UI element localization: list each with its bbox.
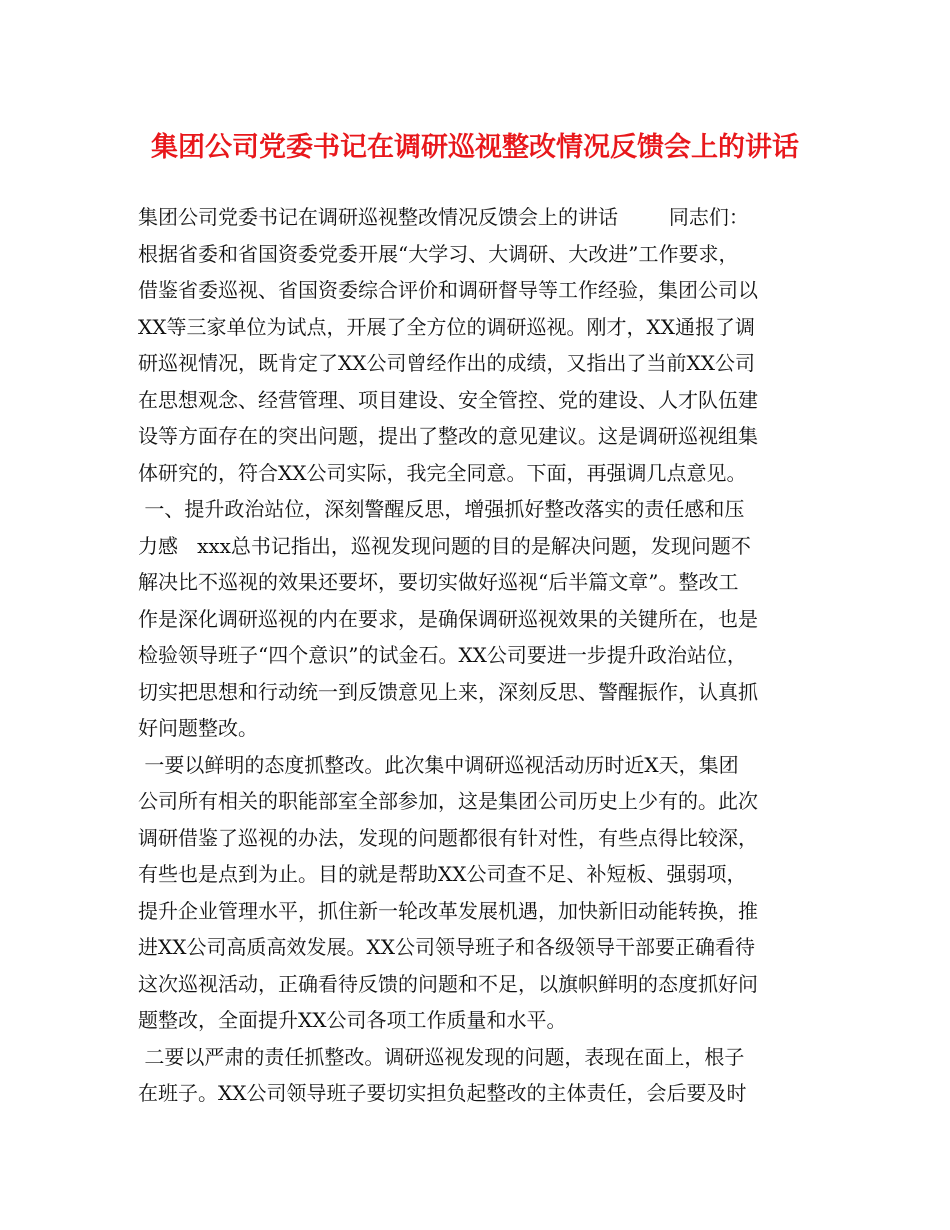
section-heading-line: 一、提升政治站位，深刻警醒反思，增强抓好整改落实的责任感和压 <box>138 497 745 521</box>
body-line: 解决比不巡视的效果还要坏，要切实做好巡视“后半篇文章”。整改工 <box>138 570 739 594</box>
body-line: 进XX公司高质高效发展。XX公司领导班子和各级领导干部要正确看待 <box>138 935 755 959</box>
body-line: 研巡视情况，既肯定了XX公司曾经作出的成绩，又指出了当前XX公司 <box>138 351 755 375</box>
body-line: 这次巡视活动，正确看待反馈的问题和不足，以旗帜鲜明的态度抓好问 <box>138 971 758 996</box>
body-line: 设等方面存在的突出问题，提出了整改的意见建议。这是调研巡视组集 <box>138 424 758 448</box>
body-line: 调研借鉴了巡视的办法，发现的问题都很有针对性，有些点得比较深， <box>138 825 758 850</box>
body-line: 有些也是点到为止。目的就是帮助XX公司查不足、补短板、强弱项， <box>138 862 747 886</box>
body-line: 根据省委和省国资委党委开展“大学习、大调研、大改进”工作要求， <box>138 241 739 266</box>
document-title: 集团公司党委书记在调研巡视整改情况反馈会上的讲话 <box>151 132 799 163</box>
body-line: 公司所有相关的职能部室全部参加，这是集团公司历史上少有的。此次 <box>138 789 758 813</box>
body-line: 提升企业管理水平，抓住新一轮改革发展机遇，加快新旧动能转换，推 <box>138 898 758 923</box>
body-line: 二要以严肃的责任抓整改。调研巡视发现的问题，表现在面上，根子 <box>138 1044 745 1069</box>
body-line: 作是深化调研巡视的内在要求，是确保调研巡视效果的关键所在，也是 <box>138 606 758 631</box>
body-line: 题整改，全面提升XX公司各项工作质量和水平。 <box>138 1008 567 1032</box>
body-line: 检验领导班子“四个意识”的试金石。XX公司要进一步提升政治站位， <box>138 643 747 667</box>
body-line: 集团公司党委书记在调研巡视整改情况反馈会上的讲话 同志们： <box>138 205 749 229</box>
body-line: 体研究的，符合XX公司实际，我完全同意。下面，再强调几点意见。 <box>138 460 747 485</box>
body-line: 在班子。XX公司领导班子要切实担负起整改的主体责任，会后要及时 <box>138 1081 747 1105</box>
body-line: XX等三家单位为试点，开展了全方位的调研巡视。刚才，XX通报了调 <box>138 314 755 339</box>
section-heading-line: 力感 xxx总书记指出，巡视发现问题的目的是解决问题，发现问题不 <box>138 533 751 558</box>
body-line: 好问题整改。 <box>138 716 258 740</box>
body-line: 借鉴省委巡视、省国资委综合评价和调研督导等工作经验，集团公司以 <box>138 278 758 302</box>
body-line: 在思想观念、经营管理、项目建设、安全管控、党的建设、人才队伍建 <box>138 387 758 412</box>
body-line: 一要以鲜明的态度抓整改。此次集中调研巡视活动历时近X天，集团 <box>138 752 739 777</box>
document-body <box>138 199 828 1112</box>
body-line: 切实把思想和行动统一到反馈意见上来，深刻反思、警醒振作，认真抓 <box>138 679 758 704</box>
